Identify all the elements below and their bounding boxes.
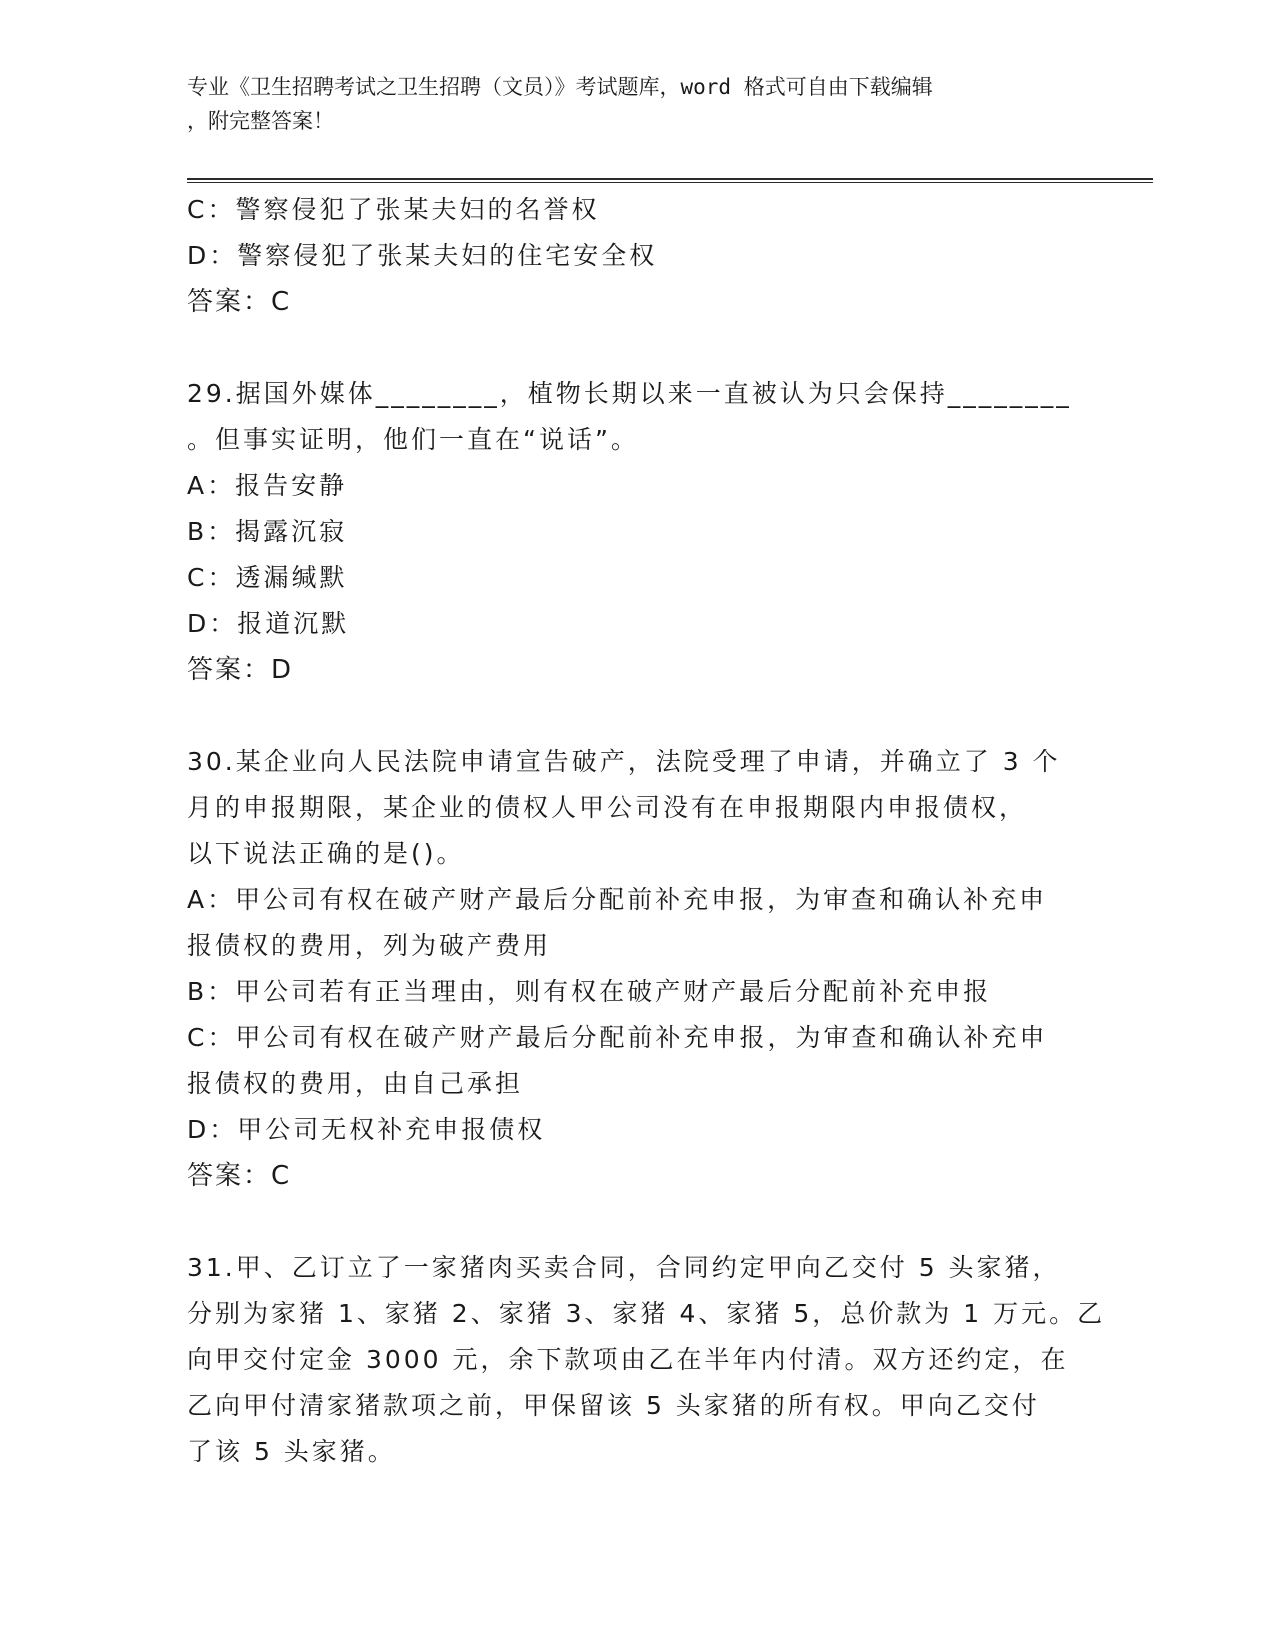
option-a-continued: 报债权的费用，列为破产费用 xyxy=(187,931,552,960)
option-d: D：甲公司无权补充申报债权 xyxy=(187,1115,546,1144)
answer: 答案：C xyxy=(187,287,292,317)
answer: 答案：D xyxy=(187,655,294,685)
question-text: 向甲交付定金 3000 元，余下款项由乙在半年内付清。双方还约定，在 xyxy=(187,1345,1069,1374)
header-title-line1: 专业《卫生招聘考试之卫生招聘（文员）》考试题库，word 格式可自由下载编辑 xyxy=(187,75,933,99)
option-c-continued: 报债权的费用，由自己承担 xyxy=(187,1069,524,1098)
question-text: 了该 5 头家猪。 xyxy=(187,1437,396,1466)
answer: 答案：C xyxy=(187,1161,292,1191)
option-b: B：揭露沉寂 xyxy=(187,517,348,546)
option-b: B：甲公司若有正当理由，则有权在破产财产最后分配前补充申报 xyxy=(187,977,992,1006)
option-c: C：警察侵犯了张某夫妇的名誉权 xyxy=(187,195,600,224)
option-c: C：甲公司有权在破产财产最后分配前补充申报，为审查和确认补充申 xyxy=(187,1023,1048,1052)
option-d: D：报道沉默 xyxy=(187,609,350,638)
question-text: 。但事实证明，他们一直在“说话”。 xyxy=(187,425,639,454)
question-text: 29.据国外媒体________，植物长期以来一直被认为只会保持________ xyxy=(187,379,1072,408)
question-text: 月的申报期限，某企业的债权人甲公司没有在申报期限内申报债权， xyxy=(187,793,1028,822)
page-header xyxy=(187,70,1087,138)
question-text: 乙向甲付清家猪款项之前，甲保留该 5 头家猪的所有权。甲向乙交付 xyxy=(187,1391,1040,1420)
question-text: 分别为家猪 1、家猪 2、家猪 3、家猪 4、家猪 5，总价款为 1 万元。乙 xyxy=(187,1299,1106,1328)
option-d: D：警察侵犯了张某夫妇的住宅安全权 xyxy=(187,241,658,270)
question-30 xyxy=(187,739,1087,1199)
question-text: 以下说法正确的是()。 xyxy=(187,839,465,868)
header-title-line2: ，附完整答案！ xyxy=(187,109,334,133)
header-divider xyxy=(187,178,1153,183)
question-content xyxy=(187,187,1106,1475)
option-c: C：透漏缄默 xyxy=(187,563,348,592)
question-29 xyxy=(187,371,1087,693)
question-text: 31.甲、乙订立了一家猪肉买卖合同，合同约定甲向乙交付 5 头家猪， xyxy=(187,1253,1061,1282)
question-31 xyxy=(187,1245,1106,1475)
question-text: 30.某企业向人民法院申请宣告破产，法院受理了申请，并确立了 3 个 xyxy=(187,747,1061,776)
option-a: A：甲公司有权在破产财产最后分配前补充申报，为审查和确认补充申 xyxy=(187,885,1048,914)
option-a: A：报告安静 xyxy=(187,471,348,500)
previous-question-block xyxy=(187,187,1087,325)
